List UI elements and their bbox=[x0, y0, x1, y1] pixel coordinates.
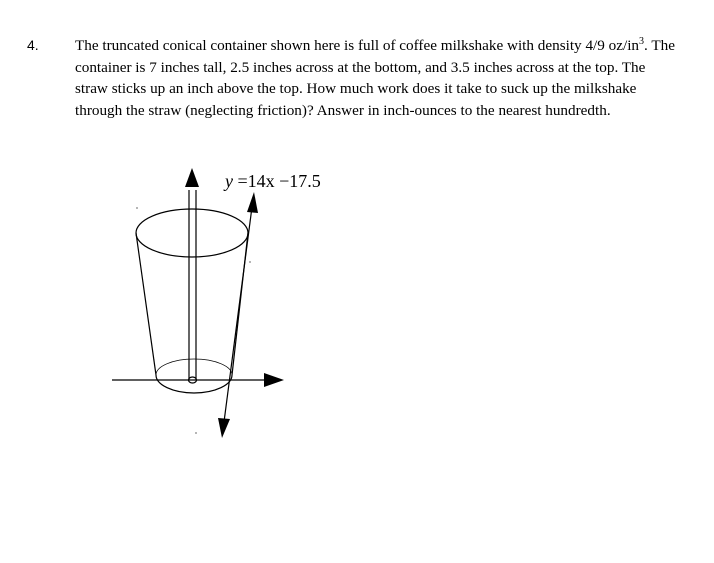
equation-expression: =14x −17.5 bbox=[233, 171, 321, 191]
container-top-ellipse bbox=[136, 209, 248, 257]
speck-dot bbox=[195, 432, 196, 433]
x-axis-arrow bbox=[264, 373, 284, 387]
speck-dot bbox=[153, 359, 154, 360]
problem-number: 4. bbox=[27, 37, 39, 53]
y-axis-arrow bbox=[185, 168, 199, 187]
problem-text-part-1: The truncated conical container shown here is full of coffee milkshake with density 4/9 oz/in bbox=[75, 37, 640, 54]
equation-variable: y bbox=[225, 171, 233, 191]
speck-dot bbox=[136, 207, 137, 208]
cubed-superscript: 3 bbox=[639, 35, 645, 47]
equation-label bbox=[223, 171, 321, 191]
container-left-side bbox=[136, 233, 156, 375]
speck-dot bbox=[249, 261, 250, 262]
slant-line-bottom-arrow bbox=[218, 418, 230, 438]
container-bottom-back bbox=[156, 359, 232, 375]
line-y-14x bbox=[224, 207, 252, 422]
problem-text-part-2: . The container is 7 inches tall, 2.5 inches across at the bottom, and 3.5 inches across at the top. The straw sticks up an inch above the top. How much work does it take to suck up the milkshake through the straw (neglecting friction)? Answer in inch-ounces to the nearest hundredth. bbox=[75, 37, 675, 119]
slant-line-top-arrow bbox=[247, 192, 258, 213]
